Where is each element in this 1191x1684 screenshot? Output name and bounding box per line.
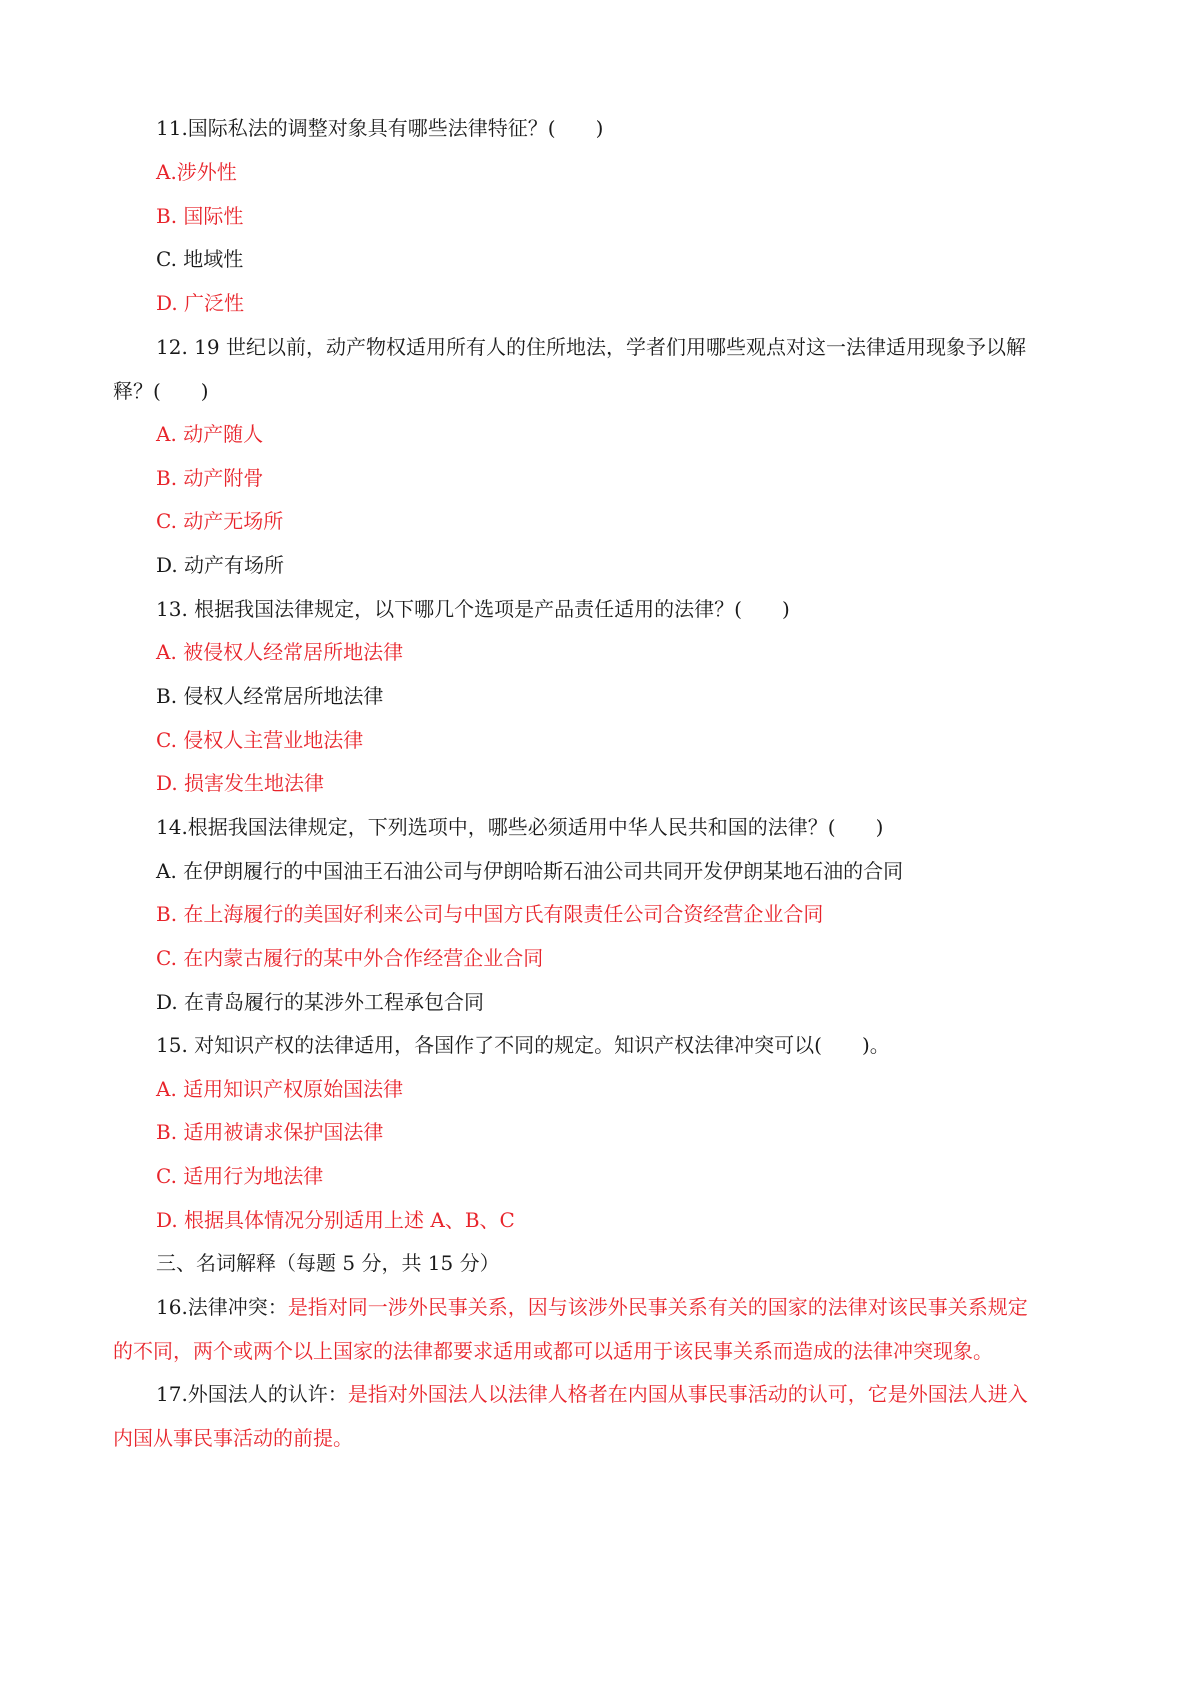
q12-option-b: B. 动产附骨 xyxy=(156,466,264,490)
q16-line1 xyxy=(156,1293,1081,1321)
q17-answer-part2: 内国从事民事活动的前提。 xyxy=(113,1426,353,1450)
q17-term: 17.外国法人的认许： xyxy=(156,1382,348,1406)
section3-heading: 三、名词解释（每题 5 分，共 15 分） xyxy=(156,1251,500,1275)
q15-option-a: A. 适用知识产权原始国法律 xyxy=(156,1077,404,1101)
q14-option-c: C. 在内蒙古履行的某中外合作经营企业合同 xyxy=(156,946,544,970)
q14-option-a: A. 在伊朗履行的中国油王石油公司与伊朗哈斯石油公司共同开发伊朗某地石油的合同 xyxy=(156,859,904,883)
q14-option-b: B. 在上海履行的美国好利来公司与中国方氏有限责任公司合资经营企业合同 xyxy=(156,902,824,926)
q15-stem: 15. 对知识产权的法律适用，各国作了不同的规定。知识产权法律冲突可以( )。 xyxy=(156,1033,890,1057)
q15-option-b: B. 适用被请求保护国法律 xyxy=(156,1120,384,1144)
q14-stem: 14.根据我国法律规定，下列选项中，哪些必须适用中华人民共和国的法律？( ) xyxy=(156,815,884,839)
q17-answer-part1: 是指对外国法人以法律人格者在内国从事民事活动的认可，它是外国法人进入 xyxy=(347,1382,1028,1406)
q13-option-a: A. 被侵权人经常居所地法律 xyxy=(156,640,404,664)
q16-term: 16.法律冲突： xyxy=(156,1295,288,1319)
q15-option-c: C. 适用行为地法律 xyxy=(156,1164,324,1188)
q11-option-d: D. 广泛性 xyxy=(156,291,245,315)
q14-option-d: D. 在青岛履行的某涉外工程承包合同 xyxy=(156,990,485,1014)
q12-option-a: A. 动产随人 xyxy=(156,422,264,446)
q11-option-b: B. 国际性 xyxy=(156,204,244,228)
q13-stem: 13. 根据我国法律规定，以下哪几个选项是产品责任适用的法律？( ) xyxy=(156,597,790,621)
q11-stem: 11.国际私法的调整对象具有哪些法律特征？( ) xyxy=(156,116,604,140)
q12-option-d: D. 动产有场所 xyxy=(156,553,285,577)
q13-option-d: D. 损害发生地法律 xyxy=(156,771,325,795)
q16-answer-part2: 的不同，两个或两个以上国家的法律都要求适用或都可以适用于该民事关系而造成的法律冲突现象。 xyxy=(113,1339,993,1363)
q11-option-c: C. 地域性 xyxy=(156,247,244,271)
q12-stem-line1: 12. 19 世纪以前，动产物权适用所有人的住所地法，学者们用哪些观点对这一法律适用现象予以解 xyxy=(156,335,1026,359)
q12-option-c: C. 动产无场所 xyxy=(156,509,284,533)
q13-option-c: C. 侵权人主营业地法律 xyxy=(156,728,364,752)
q13-option-b: B. 侵权人经常居所地法律 xyxy=(156,684,384,708)
q12-stem-line2: 释？( ) xyxy=(113,379,209,403)
q11-option-a: A.涉外性 xyxy=(156,160,237,184)
q16-answer-part1: 是指对同一涉外民事关系，因与该涉外民事关系有关的国家的法律对该民事关系规定 xyxy=(287,1295,1028,1319)
q15-option-d: D. 根据具体情况分别适用上述 A、B、C xyxy=(156,1208,515,1232)
q17-line1 xyxy=(156,1380,1081,1408)
